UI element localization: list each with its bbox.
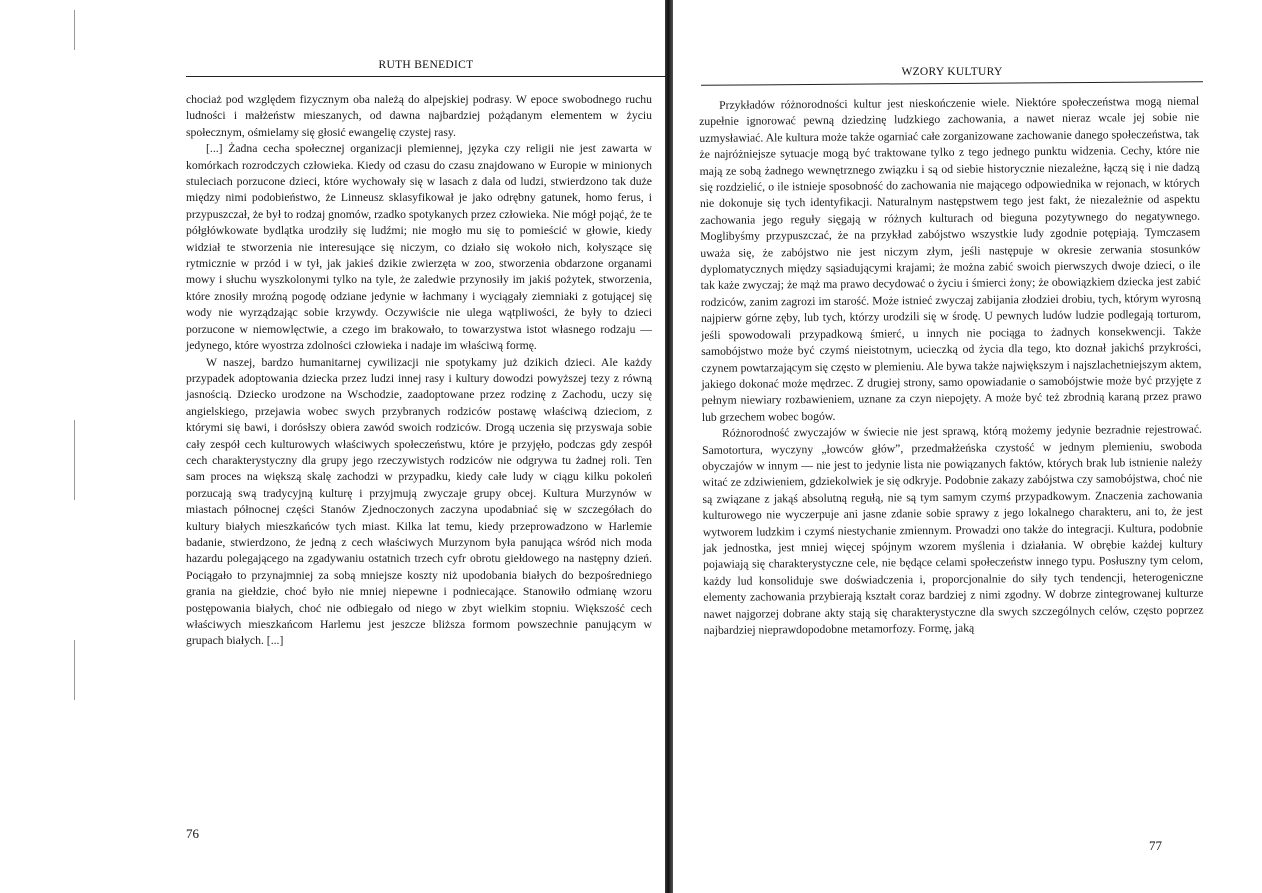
paragraph: Przykładów różnorodności kultur jest nieskończenie wiele. Niektóre społeczeństwa mogą niemal zupełnie ignorować pewną dziedzinę ludzkiego zachowania, a nawet nieraz wcale jej sobie nie uzmysławiać. Ale kultura może także ogarniać całe zorganizowane zachowanie danego społeczeństwa, tak że najróżniejsze sytuacje mogą być traktowane tylko z tego jednego punktu widzenia. Cechy, które nie mają ze sobą żadnego wewnętrznego związku i są od siebie historycznie niezależne, łączą się i nie dadzą się rozdzielić, o ile istnieje sposobność do zachowania nie mającego odpowiednika w rejonach, w których nie dokonuje się tych identyfikacji. Naturalnym następstwem tego jest fakt, że niezależnie od aspektu zachowania jego reguły sięgają w różnych kulturach od bieguna pozytywnego do negatywnego. Moglibyśmy przypuszczać, że na przykład zabójstwo wszystkie ludy zgodnie potępiają. Tymczasem uważa się, że zabójstwo nie jest niczym złym, jeśli następuje w okresie zerwania stosunków dyplomatycznych między sąsiadującymi krajami; że można zabić swoich pierwszych dwoje dzieci, o ile tak każe zwyczaj; że mąż ma prawo decydować o życiu i śmierci żony; że obowiązkiem dziecka jest zabić rodziców, zanim zagrozi im starość. Może istnieć zwyczaj zabijania złodziei drobiu, tych, którym wyrosną najpierw górne zęby, lub tych, którzy urodzili się w środę. U pewnych ludów ludzie podlegają torturom, jeśli spowodowali przypadkową śmierć, u innych nie pociąga to żadnych konsekwencji. Także samobójstwo może być czymś nieistotnym, ucieczką od życia dla tego, kto doznał jakichś przykrości, czynem powtarzającym się często w plemieniu. Ale bywa także największym i najszlachetniejszym aktem, jakiego dokonać może mędrzec. Z drugiej strony, samo opowiadanie o samobójstwie może być przyjęte z pełnym niewiary rozbawieniem, uznane za czyn niepojęty. A może być też zbrodnią karaną przez prawo lub grzechem wobec bogów. xyxy=(699,94,1202,424)
running-head-right: WZORY KULTURY xyxy=(901,66,1003,78)
paragraph: Różnorodność zwyczajów w świecie nie jest sprawą, którą możemy jedynie bezradnie rejestrować. Samotortura, wyczyny „łowców głów”, przedmałżeńska czystość w jednym plemieniu, swoboda obyczajów w innym — nie jest to jedynie lista nie powiązanych faktów, których brak lub istnienie należy witać ze zdziwieniem, gdziekolwiek je się odkryje. Podobnie zakazy zabójstwa czy samobójstwa, choć nie są związane z jakąś absolutną regułą, nie są tym samym czymś przypadkowym. Znaczenia zachowania kulturowego nie wyczerpuje ani jasne zdanie sobie sprawy z jego lokalnego charakteru, ani to, że jest wytworem ludzkim i czymś niestychanie zmiennym. Prowadzi ono także do integracji. Kultura, podobnie jak jednostka, jest mniej więcej spójnym wzorem myślenia i działania. W obrębie każdej kultury pojawiają się charakterystyczne cele, nie będące celami społeczeństw innego typu. Posłuszny tym celom, każdy lud konsoliduje swe doświadczenia i, proporcjonalnie do siły tych tendencji, heterogeniczne elementy zachowania przybierają kształt coraz bardziej z nimi zgodny. W dobrze zintegrowanej kulturze nawet najgorzej dobrane akty stają się charakterystyczne dla swych szczególnych celów, często poprzez najbardziej nieprawdopodobne metamorfozy. Formę, jaką xyxy=(702,422,1204,637)
paragraph: W naszej, bardzo humanitarnej cywilizacji nie spotykamy już dzikich dzieci. Ale każdy przypadek adoptowania dziecka przez ludzi innej rasy i kultury dowodzi powyższej tezy z równą jasnością. Dziecko urodzone na Wschodzie, zaadoptowane przez rodzinę z Zachodu, uczy się angielskiego, przejawia wobec swych przybranych rodziców postawę właściwą dzieciom, z którymi się bawi, i dorósłszy obiera zawód swoich rodziców. Drogą uczenia się przyswaja sobie cały zespół cech kulturowych właściwych społeczeństwu, które je przyjęło, podczas gdy zespół cech charakterystyczny dla grupy jego rzeczywistych rodziców nie odgrywa tu żadnej roli. Ten sam proces na większą skalę zachodzi w przypadku, kiedy całe ludy w ciągu kilku pokoleń porzucają swą tradycyjną kulturę i przyjmują zwyczaje grupy obcej. Kultura Murzynów w miastach północnej części Stanów Zjednoczonych zaczyna upodabniać się w szczegółach do kultury białych mieszkańców tych miast. Kilka lat temu, kiedy przeprowadzono w Harlemie badanie, stwierdzono, że jedną z cech właściwych Murzynom była panująca wśród nich moda hazardu polegającego na zgadywaniu ostatnich trzech cyfr obrotu giełdowego na następny dzień. Pociągało to przynajmniej za sobą mniejsze koszty niż upodobania białych do bezpośredniego grania na giełdzie, choć było nie mniej niepewne i podniecające. Stanowiło odmianę wzoru postępowania białych, choć nie odbiegało od niego w zbyt wielkim stopniu. Większość cech właściwych mieszkańcom Harlemu jest jeszcze bliższa formom powszechnie panującym w grupach białych. [...] xyxy=(186,355,652,648)
running-head-left: RUTH BENEDICT xyxy=(378,59,474,71)
right-page xyxy=(673,0,1262,893)
body-text xyxy=(186,92,652,650)
page-number: 76 xyxy=(186,826,199,841)
paragraph: [...] Żadna cecha społecznej organizacji plemiennej, języka czy religii nie jest zawarta w komórkach rozrodczych człowieka. Kiedy od czasu do czasu znajdowano w Europie w minionych stuleciach porzucone dzieci, które wychowały się w lasach z dala od ludzi, stwierdzono tak duże między nimi podobieństwo, że Linneusz sklasyfikował je jako odrębny gatunek, homo ferus, i przypuszczał, że był to rodzaj gnomów, rzadko spotykanych przez człowieka. Nie mógł pojąć, że te półgłówkowate bydlątka urodziły się ludźmi; nie mogło mu się to pomieścić w głowie, kiedy widział te stworzenia nie interesujące się niczym, co działo się wokoło nich, kołyszące się rytmicznie w przód i w tył, jak jakieś dzikie zwierzęta w zoo, stworzenia obdarzone organami mowy i słuchu wyszkolonymi tylko na tyle, że zaledwie przynosiły im jakiś pożytek, stworzenia, które znosiły mroźną pogodę odziane jedynie w łachmany i wyciągały ziemniaki z gotującej się wody nie wyrządzając sobie krzywdy. Oczywiście nie ulega wątpliwości, że były to dzieci porzucone w niemowlęctwie, a czego im brakowało, to towarzystwa istot własnego rodzaju — jedynego, które wyostrza zdolności człowieka i nadaje im właściwą formę. xyxy=(186,142,652,353)
body-text xyxy=(699,94,1204,640)
header-rule xyxy=(701,81,1203,86)
paragraph: chociaż pod względem fizycznym oba należą do alpejskiej podrasy. W epoce swobodnego ruchu ludności i małżeństw mieszanych, od dawna najbardziej pożądanym elementem w życiu społecznym, ośmielamy się głosić ewangelię czystej rasy. xyxy=(186,93,652,139)
book-spine xyxy=(665,0,673,893)
page-number: 77 xyxy=(1149,838,1162,853)
header-rule xyxy=(186,76,666,77)
